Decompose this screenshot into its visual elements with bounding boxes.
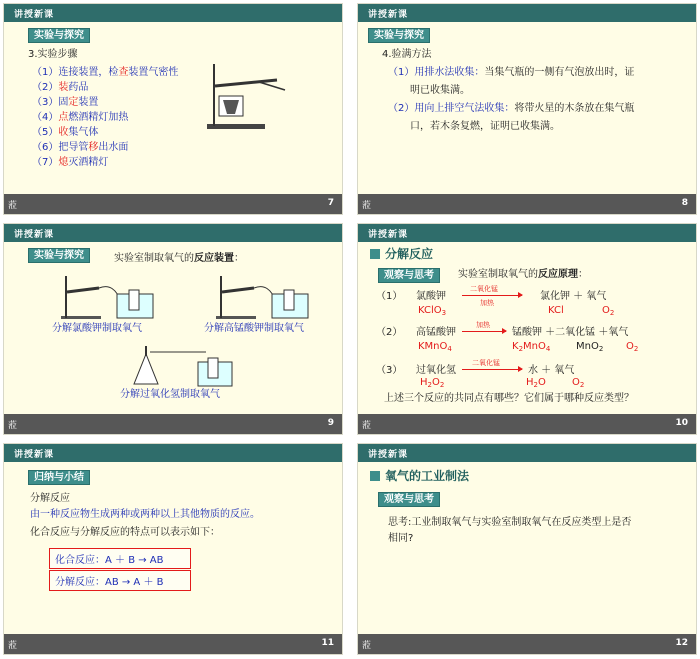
method-2 [388,102,634,116]
intro-pre: 实验室制取氧气的 [458,269,538,280]
reaction-1-formula [418,304,446,320]
slide-header [4,4,342,22]
formula-text: H [420,377,428,388]
slide-footer [4,634,342,654]
reaction-3-num: （3） [376,365,403,376]
slide-10[interactable] [357,223,697,435]
page-number: 12 [675,638,688,648]
section-tag: 实验与探究 [368,28,430,43]
page-number: 10 [675,418,688,428]
formula-sub: 2 [427,381,432,389]
slide-header [358,444,696,462]
step-post: 装置 [78,97,99,108]
slide-title [370,468,469,484]
formula-sub: 2 [439,381,445,389]
formula-text: K [512,341,519,352]
step-pre: （6）把导管 [32,142,89,153]
apparatus-h2o2 [126,342,236,388]
reaction-3-product-formula-1 [526,376,546,392]
decomposition-reaction-box: 分解反应：AB → A ＋ B [49,570,191,591]
step-item [32,141,128,155]
step-hl: 移 [88,142,99,153]
page-number: 9 [327,418,334,428]
title-post: ： [234,253,244,264]
page-number: 8 [681,198,688,208]
section-tag: 观察与思考 [378,492,440,507]
reaction-1-catalyst: 二氧化锰 [470,285,498,293]
reaction-3-product-formula-2 [572,376,584,392]
reaction-2-product-formula-2 [576,340,603,356]
step-pre: （3）固 [32,97,69,108]
reaction-2-arrow [462,331,506,332]
step-item [32,126,98,140]
slide-title [370,246,433,262]
step-post: 药品 [68,82,89,93]
method-1 [388,66,634,80]
header-label: 讲授新课 [368,10,409,20]
formula-sub: 4 [447,345,452,353]
step-item [32,66,178,80]
reaction-1-product-formula-1: KCl [548,305,564,316]
page-number: 7 [327,198,334,208]
caption-kmno4: 分解高锰酸钾制取氧气 [204,323,304,334]
intro-bold: 反应原理 [538,269,578,280]
step-pre: （2） [32,82,59,93]
reaction-2-formula [418,340,452,356]
reaction-1-arrow [462,295,522,296]
step-post: 灭酒精灯 [68,157,109,168]
title-icon [370,471,380,481]
question-line-2: 相同? [388,533,414,544]
reaction-3-reactant: 过氧化氢 [416,365,456,376]
footer-icon[interactable]: 蒞 [8,421,18,431]
step-item [32,96,98,110]
reaction-1-products: 氯化钾 ＋ 氧气 [540,291,607,302]
reaction-2-product-formula-1 [512,340,550,356]
formula-text: O [626,341,634,352]
question: 上述三个反应的共同点有哪些？它们属于哪种反应类型？ [384,393,634,404]
apparatus-illustration [199,56,289,134]
step-item [32,81,88,95]
intro-post: ： [578,269,588,280]
slide-footer [4,194,342,214]
step-item [32,111,128,125]
step-hl: 装 [58,82,69,93]
question-line-1: 思考:工业制取氧气与实验室制取氧气在反应类型上是否 [388,517,632,528]
reaction-3-formula [420,376,444,392]
reaction-3-products: 水 ＋ 氧气 [528,365,575,376]
page-number: 11 [321,638,334,648]
caption-kclo3: 分解氯酸钾制取氧气 [52,323,142,334]
section-tag: 实验与探究 [28,248,90,263]
method-1-label: （1）用排水法收集： [388,67,485,78]
title-text: 氧气的工业制法 [385,469,470,483]
heading: 3.实验步骤 [28,49,78,60]
reaction-2-products: 锰酸钾 ＋二氧化锰 ＋氧气 [512,327,629,338]
slide-title [114,252,244,266]
footer-icon[interactable]: 蒞 [8,201,18,211]
slide-footer [358,414,696,434]
step-post: 集气体 [68,127,99,138]
formula-text: KMnO [418,341,448,352]
step-item [32,156,108,170]
slide-header [358,4,696,22]
reaction-3-arrow [462,369,522,370]
section-tag: 实验与探究 [28,28,90,43]
slide-footer [4,414,342,434]
title-icon [370,249,380,259]
reaction-1-num: （1） [376,291,403,302]
step-hl: 熄 [58,157,69,168]
method-1-text: 当集气瓶的一侧有气泡放出时，证 [484,67,635,78]
reaction-2-reactant: 高锰酸钾 [416,327,456,338]
footer-icon[interactable]: 蒞 [362,641,372,651]
header-label: 讲授新课 [14,10,55,20]
footer-icon[interactable]: 蒞 [8,641,18,651]
slide-header [358,224,696,242]
header-label: 讲授新课 [14,230,55,240]
formula-text: O [572,377,580,388]
formula-sub: 2 [533,381,538,389]
footer-icon[interactable]: 蒞 [362,201,372,211]
formula-text: MnO [523,341,546,352]
header-label: 讲授新课 [368,230,409,240]
slide-header [4,444,342,462]
footer-icon[interactable]: 蒞 [362,421,372,431]
title-pre: 实验室制取氧气的 [114,253,194,264]
intro: 化合反应与分解反应的特点可以表示如下： [30,527,220,538]
step-hl: 定 [68,97,79,108]
slide-7[interactable] [3,3,343,215]
method-2-cont: 口，若木条复燃，证明已收集满。 [410,121,560,132]
slide-header [4,224,342,242]
formula-sub: 2 [633,345,639,353]
definition: 由一种反应物生成两种或两种以上其他物质的反应。 [30,509,260,520]
step-pre: （4） [32,112,59,123]
reaction-2-product-formula-3 [626,340,638,356]
step-hl: 收 [58,127,69,138]
step-hl: 查 [118,67,129,78]
reaction-1-condition: 加热 [480,299,494,307]
method-2-text: 将带火星的木条放在集气瓶 [514,103,635,114]
slide-8[interactable] [357,3,697,215]
formula-sub: 3 [441,309,447,317]
formula-text: O [432,377,440,388]
formula-text: KClO [418,305,442,316]
reaction-2-num: （2） [376,327,403,338]
formula-text: O [602,305,610,316]
combination-reaction-box: 化合反应：A ＋ B → AB [49,548,191,569]
formula-sub: 4 [545,345,551,353]
step-pre: （7） [32,157,59,168]
header-label: 讲授新课 [14,450,55,460]
formula-sub: 2 [598,345,604,353]
formula-sub: 2 [579,381,585,389]
formula-sub: 2 [609,309,615,317]
intro [458,268,588,282]
reaction-1-reactant: 氯酸钾 [416,291,446,302]
slide-footer [358,634,696,654]
slide-12[interactable] [357,443,697,655]
slide-footer [358,194,696,214]
step-post: 装置气密性 [128,67,179,78]
caption-h2o2: 分解过氧化氢制取氧气 [120,389,220,400]
apparatus-kmno4 [214,272,314,320]
step-post: 出水面 [98,142,129,153]
title-bold: 反应装置 [194,253,234,264]
title-text: 分解反应 [385,247,434,261]
method-2-label: （2）用向上排空气法收集： [388,103,515,114]
method-1-cont: 明已收集满。 [410,85,470,96]
formula-sub: 2 [518,345,524,353]
step-hl: 点 [58,112,69,123]
formula-text: O [538,377,546,388]
reaction-1-product-formula-2 [602,304,614,320]
heading: 4.验满方法 [382,49,432,60]
step-pre: （1）连接装置，检 [32,67,119,78]
formula-text: H [526,377,534,388]
reaction-2-condition: 加热 [476,321,490,329]
step-post: 燃酒精灯加热 [68,112,129,123]
formula-text: MnO [576,341,599,352]
section-tag: 归纳与小结 [28,470,90,485]
section-tag: 观察与思考 [378,268,440,283]
slide-9[interactable] [3,223,343,435]
term: 分解反应 [30,493,70,504]
slide-11[interactable] [3,443,343,655]
reaction-3-catalyst: 二氧化锰 [472,359,500,367]
step-pre: （5） [32,127,59,138]
header-label: 讲授新课 [368,450,409,460]
apparatus-kclo3 [59,272,159,320]
